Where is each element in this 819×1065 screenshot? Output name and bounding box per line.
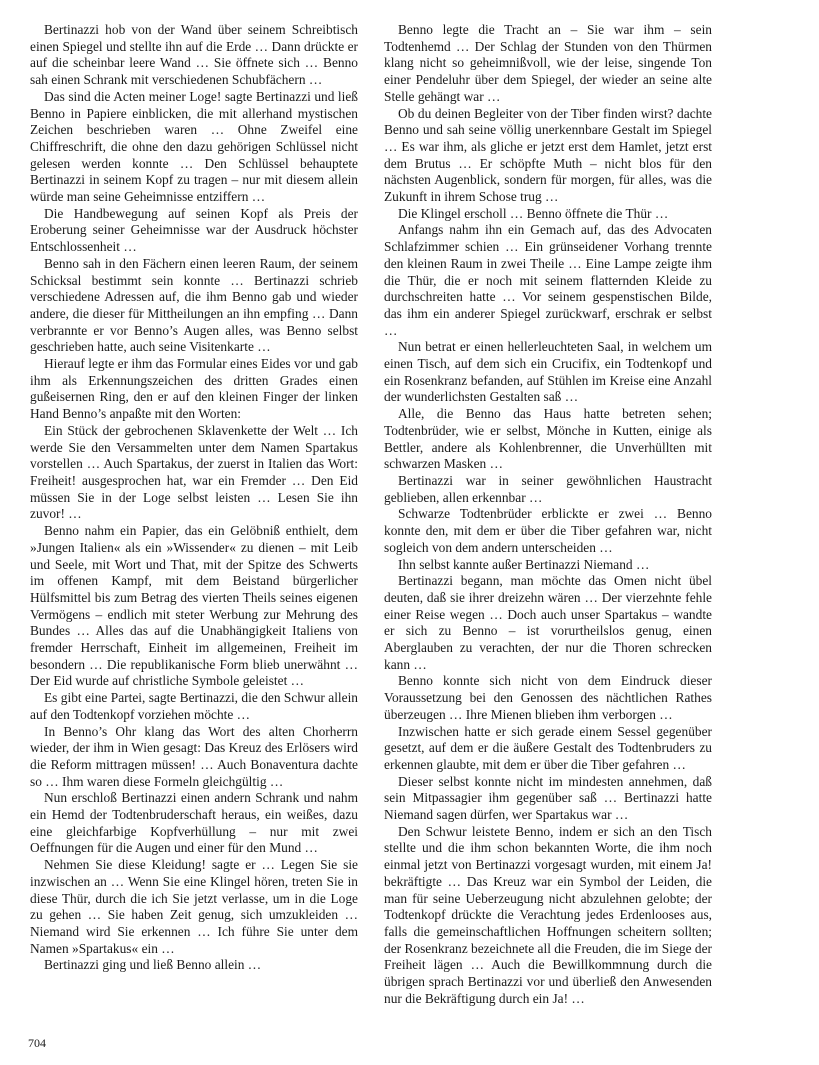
right-column [384, 22, 712, 1007]
paragraph: Inzwischen hatte er sich gerade einem Sessel gegenüber gesetzt, auf dem er die äußere Gestalt des Todtenbruders zu erkennen glaubte, mit dem er über die Tiber gefahren … [384, 723, 712, 772]
left-column [30, 22, 358, 974]
paragraph: Anfangs nahm ihn ein Gemach auf, das des Advocaten Schlafzimmer schien … Ein grünseidener Vorhang trennte den kleinen Raum in zwei Theile … Eine Lampe zeigte ihm die Thür, die er noch mit seinem flatternden Kleide zu durchschreiten hatte … Vor seinem gespenstischen Bilde, das ihm ein anderer Spiegel zurückwarf, erschrak er selbst … [384, 222, 712, 338]
paragraph: Ob du deinen Begleiter von der Tiber finden wirst? dachte Benno und sah seine völlig unerkennbare Gestalt im Spiegel … Es war ihm, als gliche er jetzt erst dem Hamlet, jetzt erst dem Brutus … Er schöpfte Muth – nicht blos für den nächsten Augenblick, sondern für morgen, für alles, was die Zukunft in ihrem Schose trug … [384, 105, 712, 205]
paragraph: Dieser selbst konnte nicht im mindesten annehmen, daß sein Mitpassagier ihm gegenüber saß … Bertinazzi hatte Niemand sagen dürfen, wer Spartakus war … [384, 773, 712, 823]
paragraph: Nun betrat er einen hellerleuchteten Saal, in welchem um einen Tisch, auf dem sich ein Crucifix, ein Todtenkopf und ein Rosenkranz befanden, auf Stühlen im Kreise eine Anzahl der wunderlichsten Gestalten saß … [384, 339, 712, 405]
paragraph: Es gibt eine Partei, sagte Bertinazzi, die den Schwur allein auf den Todtenkopf vorziehen möchte … [30, 690, 358, 722]
paragraph: In Benno’s Ohr klang das Wort des alten Chorherrn wieder, der ihm in Wien gesagt: Das Kreuz des Erlösers wird die Reform mittragen müssen! … Auch Bonaventura dachte so … Ihm waren diese Formeln gleichgültig … [30, 723, 358, 789]
paragraph: Die Klingel erscholl … Benno öffnete die Thür … [398, 205, 669, 221]
paragraph: Nun erschloß Bertinazzi einen andern Schrank und nahm ein Hemd der Todtenbruderschaft heraus, ein weißes, dazu eine gleichfarbige Kopfverhüllung – nur mit zwei Oeffnungen für die Augen und einer für den Mund … [30, 790, 358, 856]
page-number: 704 [28, 1036, 46, 1050]
paragraph: Ein Stück der gebrochenen Sklavenkette der Welt … Ich werde Sie den Versammelten unter dem Namen Spartakus vorstellen … Auch Spartakus, der zuerst in Italien das Wort: Freiheit! ausgesprochen hat, war ein Fremder … Den Eid müssen Sie in der Loge selbst leisten … Lesen Sie ihn zuvor! … [30, 422, 358, 522]
paragraph: Die Handbewegung auf seinen Kopf als Preis der Eroberung seiner Geheimnisse war der Ausdruck höchster Entschlossenheit … [30, 205, 358, 255]
paragraph: Bertinazzi hob von der Wand über seinem Schreibtisch einen Spiegel und stellte ihn auf die Erde … Dann drückte er auf die scheinbar leere Wand … Sie öffnete sich … Benno sah einen Schrank mit verschiedenen Schubfächern … [30, 22, 358, 88]
paragraph: Bertinazzi war in seiner gewöhnlichen Haustracht geblieben, allen erkennbar … [384, 472, 712, 505]
paragraph: Das sind die Acten meiner Loge! sagte Bertinazzi und ließ Benno in Papiere einblicken, die mit allerhand mystischen Zeichen beschrieben waren … Ohne Zweifel eine Chiffreschrift, die ohne den dazu gehörigen Schlüssel nicht gelesen werden konnte … Den Schlüssel behauptete Bertinazzi in seinem Kopf zu tragen – nur mit diesem allein würde man seine Geheimnisse entziffern … [30, 88, 358, 205]
paragraph: Nehmen Sie diese Kleidung! sagte er … Legen Sie sie inzwischen an … Wenn Sie eine Klingel hören, treten Sie in diese Thür, durch die ich Sie jetzt verlasse, um in die Loge zu gehen … Sie haben Zeit genug, sich umzukleiden … Niemand wird Sie erkennen … Ich führe Sie unter dem Namen »Spartakus« ein … [30, 857, 358, 956]
paragraph: Benno legte die Tracht an – Sie war ihm – sein Todtenhemd … Der Schlag der Stunden von den Thürmen klang nicht so geheimnißvoll, wie der leise, singende Ton einer Pendeluhr über dem Spiegel, der wieder an seine alte Stelle gehängt war … [384, 22, 712, 104]
paragraph: Benno konnte sich nicht von dem Eindruck dieser Voraussetzung bei den Genossen des nächtlichen Rathes überzeugen … Ihre Mienen blieben ihm verborgen … [384, 673, 712, 722]
paragraph: Hierauf legte er ihm das Formular eines Eides vor und gab ihm als Erkennungszeichen des dritten Grades einen gußeisernen Ring, den er auf den kleinen Finger der linken Hand Benno’s anpaßte mit den Worten: [30, 356, 358, 422]
paragraph: Benno nahm ein Papier, das ein Gelöbniß enthielt, dem »Jungen Italien« als ein »Wissender« zu dienen – mit Leib und Seele, mit Wort und That, mit der Spitze des Schwerts im offenen Kampf, mit dem Beistand bürgerlicher Hülfsmittel bis zum Betrag des vierten Theils seines eigenen Vermögens – endlich mit steter Werbung zur Mehrung des Bundes … Alles das auf die Unabhängigkeit Italiens von fremder Herrschaft, Einheit im allgemeinen, Freiheit im besondern … Die republikanische Form blieb unerwähnt … Der Eid wurde auf christliche Symbole geleistet … [30, 523, 358, 689]
paragraph: Den Schwur leistete Benno, indem er sich an den Tisch stellte und die ihm schon bekannten Worte, die ihm noch einmal jetzt von Bertinazzi vorgesagt wurden, mit einem Ja! bekräftigte … Das Kreuz war ein Symbol der Leiden, die man für seine Ueberzeugung nicht abzulehnen gelobte; der Todtenkopf drückte die Verachtung jedes Erdenlooses aus, falls die gemeinschaftlichen Hoffnungen scheitern sollten; der Rosenkranz bezeichnete all die Freuden, die im Siege der Freiheit lägen … Auch die Bewillkommnung durch die übrigen sprach Bertinazzi vor und überließ den Anwesenden nur die Bekräftigung durch ein Ja! … [384, 823, 712, 1006]
paragraph: Alle, die Benno das Haus hatte betreten sehen; Todtenbrüder, wie er selbst, Mönche in Kutten, einige als Bettler, andere als Kohlenbrenner, die Unverhüllten mit schwarzen Masken … [384, 406, 712, 472]
paragraph: Benno sah in den Fächern einen leeren Raum, der seinem Schicksal bestimmt sein konnte … Bertinazzi schrieb verschiedene Adressen auf, die ihm Benno gab und wieder andere, die dieser für Mittheilungen an ihn empfing … Dann verbrannte er vor Benno’s Augen alles, was Benno selbst geschrieben hatte, auch seine Visitenkarte … [30, 255, 358, 355]
paragraph: Bertinazzi ging und ließ Benno allein … [44, 957, 262, 973]
paragraph: Schwarze Todtenbrüder erblickte er zwei … Benno konnte den, mit dem er über die Tiber gefahren war, nicht sogleich von dem andern unterscheiden … [384, 506, 712, 555]
paragraph: Bertinazzi begann, man möchte das Omen nicht übel deuten, daß sie ihrer dreizehn wären … Der vierzehnte fehle einer Reise wegen … Doch auch unser Spartakus – wandte er sich zu Benno – ist vorurtheilslos genug, einen Aberglauben zu verachten, der nur die Thoren schrecken kann … [384, 573, 712, 672]
paragraph: Ihn selbst kannte außer Bertinazzi Niemand … [398, 556, 650, 572]
